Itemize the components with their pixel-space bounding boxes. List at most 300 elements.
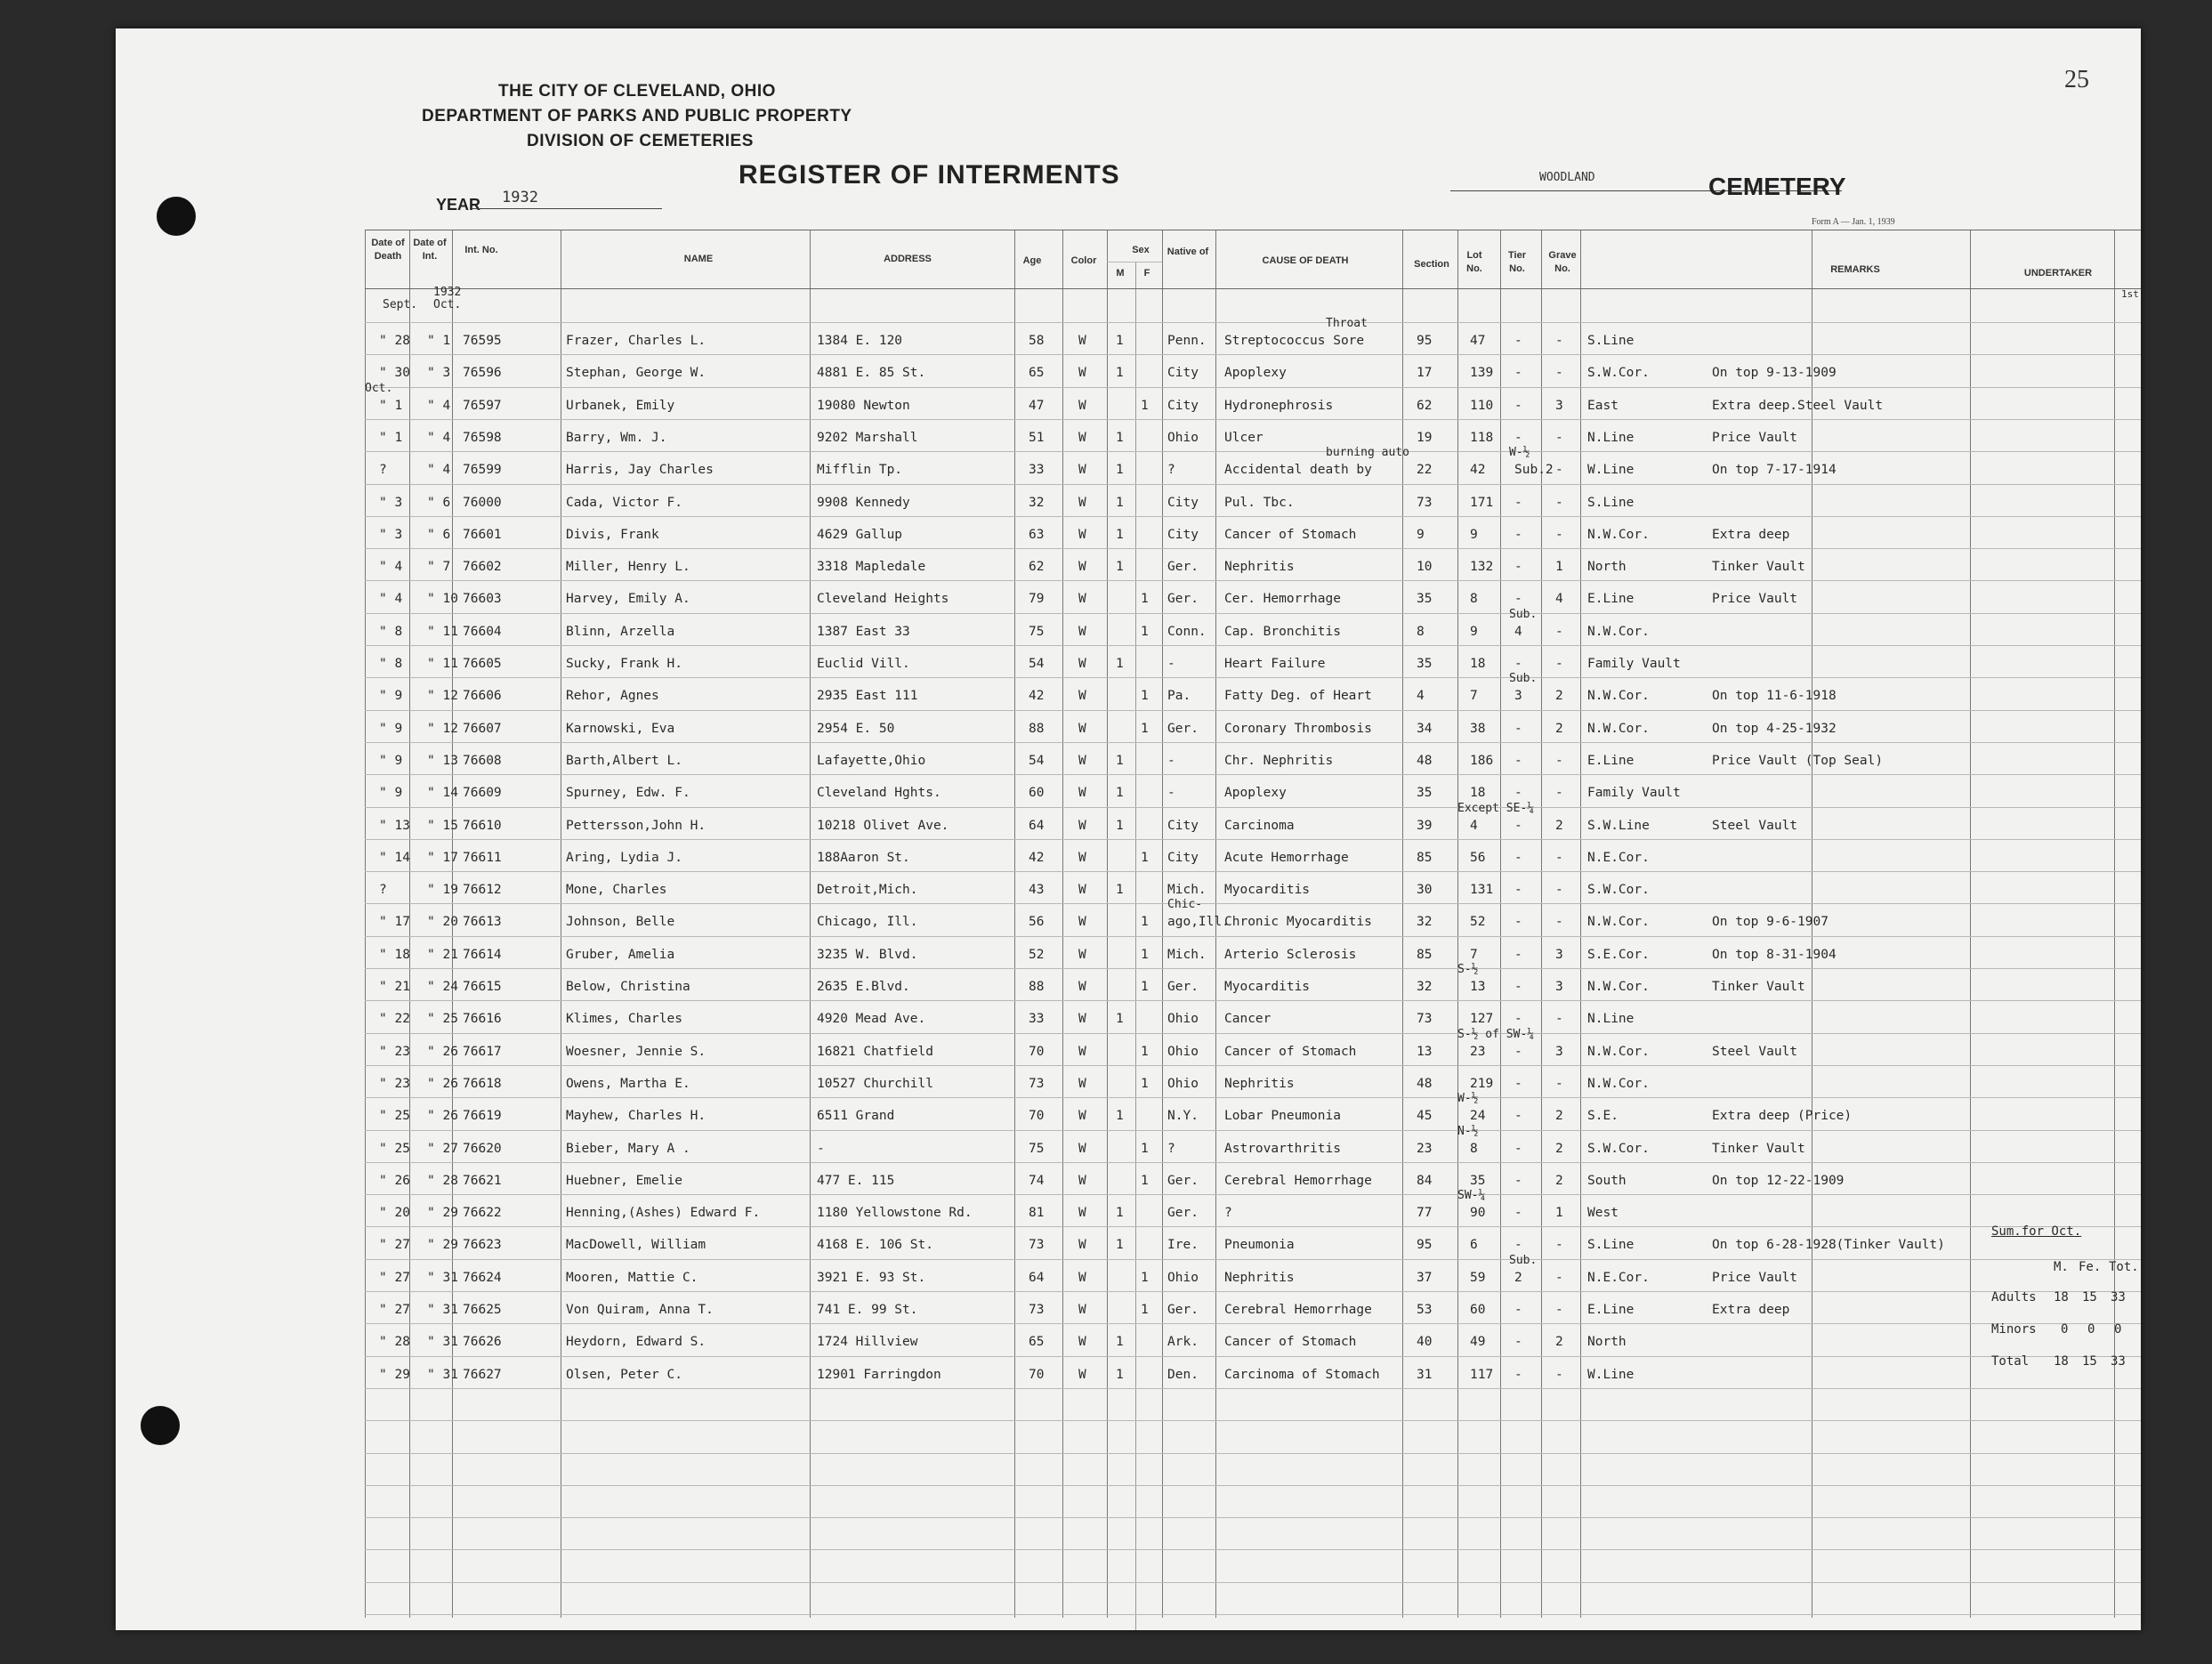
col-age: Age	[1022, 255, 1042, 266]
row-age: 56	[1029, 915, 1045, 930]
row-address: -	[817, 1141, 825, 1156]
col-date-death: Date of Death	[371, 238, 405, 262]
row-color: W	[1078, 850, 1086, 865]
row-date-int: " 26	[427, 1044, 458, 1059]
row-int-no: 76627	[463, 1367, 502, 1382]
row-sex-f: 1	[1141, 980, 1149, 994]
month-int-year: 1932	[433, 286, 462, 299]
row-int-no: 76602	[463, 560, 502, 575]
row-date-death: " 3	[379, 527, 403, 542]
row-date-int: " 31	[427, 1335, 458, 1350]
row-sex-m: 1	[1116, 1109, 1124, 1124]
row-address: Chicago, Ill.	[817, 915, 918, 930]
grid-row-rule	[365, 419, 2141, 420]
row-int-no: 76603	[463, 592, 502, 607]
grid-row-rule	[365, 1000, 2141, 1001]
row-name: Below, Christina	[566, 980, 690, 994]
row-lot: 35	[1470, 1173, 1486, 1188]
grid-row-rule	[365, 354, 2141, 355]
row-tier: 4	[1514, 624, 1522, 639]
row-date-death: " 8	[379, 657, 403, 671]
row-date-death: " 9	[379, 786, 403, 801]
row-section: 39	[1417, 818, 1433, 833]
row-color: W	[1078, 463, 1086, 478]
row-color: W	[1078, 721, 1086, 736]
row-color: W	[1078, 592, 1086, 607]
row-remarks: Tinker Vault	[1712, 560, 1805, 575]
row-cause: Accidental death by	[1224, 463, 1372, 478]
row-native: Ohio	[1167, 1012, 1199, 1027]
row-color: W	[1078, 1367, 1086, 1382]
row-lot-note: N-½	[1457, 1124, 1479, 1138]
row-address: 12901 Farringdon	[817, 1367, 941, 1382]
row-age: 64	[1029, 1270, 1045, 1285]
col-cause: CAUSE OF DEATH	[1262, 255, 1349, 266]
grid-row-rule	[365, 1065, 2141, 1066]
row-native: Ohio	[1167, 1270, 1199, 1285]
row-native: ago,Ill.	[1167, 915, 1230, 930]
col-date-int: Date of Int.	[413, 238, 447, 262]
row-cause: Cerebral Hemorrhage	[1224, 1303, 1372, 1317]
grid-row-rule	[365, 1485, 2141, 1486]
row-int-no: 76624	[463, 1270, 502, 1285]
row-location: S.W.Line	[1587, 818, 1650, 833]
row-age: 79	[1029, 592, 1045, 607]
row-lot: 117	[1470, 1367, 1494, 1382]
row-native: City	[1167, 366, 1199, 381]
grid-header-bottom-rule	[365, 288, 2141, 289]
row-location: W.Line	[1587, 1367, 1635, 1382]
row-tier: -	[1514, 1141, 1522, 1156]
row-section: 35	[1417, 592, 1433, 607]
row-grave: 4	[1555, 592, 1563, 607]
cemetery-name: WOODLAND	[1450, 171, 1842, 191]
row-address: 4881 E. 85 St.	[817, 366, 926, 381]
row-color: W	[1078, 947, 1086, 962]
row-date-death: " 27	[379, 1238, 410, 1253]
row-date-int: " 17	[427, 850, 458, 865]
row-tier-note: Sub.	[1509, 672, 1538, 686]
row-sex-f: 1	[1141, 1044, 1149, 1059]
row-address: Detroit,Mich.	[817, 883, 918, 898]
row-color: W	[1078, 786, 1086, 801]
row-tier: -	[1514, 1206, 1522, 1221]
row-age: 74	[1029, 1173, 1045, 1188]
row-date-death: " 25	[379, 1141, 410, 1156]
row-name: Divis, Frank	[566, 527, 659, 542]
row-int-no: 76623	[463, 1238, 502, 1253]
cemetery-label: CEMETERY	[1708, 173, 1846, 200]
row-date-death: " 1	[379, 398, 403, 413]
row-section: 85	[1417, 947, 1433, 962]
row-native: City	[1167, 398, 1199, 413]
row-location: S.Line	[1587, 1238, 1635, 1253]
col-name: NAME	[683, 254, 714, 264]
grid-row-rule	[365, 1323, 2141, 1324]
row-name: Bieber, Mary A .	[566, 1141, 690, 1156]
row-date-int: " 29	[427, 1238, 458, 1253]
row-cause: Cancer	[1224, 1012, 1271, 1027]
row-color: W	[1078, 334, 1086, 348]
row-location: N.W.Cor.	[1587, 980, 1650, 994]
col-native: Native of	[1167, 246, 1209, 257]
row-grave: -	[1555, 657, 1563, 671]
row-section: 30	[1417, 883, 1433, 898]
row-lot: 18	[1470, 657, 1486, 671]
row-date-death: ?	[379, 883, 387, 898]
row-age: 75	[1029, 624, 1045, 639]
row-age: 64	[1029, 818, 1045, 833]
row-sex-f: 1	[1141, 1173, 1149, 1188]
row-location: S.W.Cor.	[1587, 883, 1650, 898]
row-date-int: " 31	[427, 1367, 458, 1382]
row-cause: Cancer of Stomach	[1224, 1044, 1357, 1059]
row-name: Woesner, Jennie S.	[566, 1044, 706, 1059]
row-tier: -	[1514, 850, 1522, 865]
row-cause: Ulcer	[1224, 430, 1263, 445]
row-location: S.E.	[1587, 1109, 1619, 1124]
row-lot-note: Except SE-¼	[1457, 801, 1535, 815]
row-tier: -	[1514, 753, 1522, 768]
row-cause: Streptococcus Sore	[1224, 334, 1365, 348]
row-name: Huebner, Emelie	[566, 1173, 682, 1188]
row-age: 32	[1029, 495, 1045, 510]
summary-total-label: Total	[1991, 1354, 2030, 1369]
row-lot: 13	[1470, 980, 1486, 994]
row-cause: Chr. Nephritis	[1224, 753, 1334, 768]
row-address: 2935 East 111	[817, 689, 918, 704]
row-section: 84	[1417, 1173, 1433, 1188]
row-location: West	[1587, 1206, 1619, 1221]
row-address: 4629 Gallup	[817, 527, 903, 542]
row-cause: Acute Hemorrhage	[1224, 850, 1349, 865]
row-lot: 24	[1470, 1109, 1486, 1124]
row-date-death: " 30	[379, 366, 410, 381]
row-sex-m: 1	[1116, 527, 1124, 542]
row-name: Urbanek, Emily	[566, 398, 675, 413]
row-color: W	[1078, 1012, 1086, 1027]
row-sex-m: 1	[1116, 753, 1124, 768]
row-name: Owens, Martha E.	[566, 1076, 690, 1091]
row-cause: Cap. Bronchitis	[1224, 624, 1341, 639]
summary-col-tot: Tot.	[2109, 1260, 2139, 1274]
row-date-death: " 22	[379, 1012, 410, 1027]
grid-row-rule	[365, 807, 2141, 808]
row-date-death: " 28	[379, 334, 410, 348]
row-tier: -	[1514, 592, 1522, 607]
row-remarks: On top 11-6-1918	[1712, 689, 1837, 704]
row-lot: 18	[1470, 786, 1486, 801]
summary-total-tot: 33	[2111, 1354, 2126, 1369]
grid-row-rule	[365, 871, 2141, 872]
row-age: 65	[1029, 366, 1045, 381]
row-date-int: " 13	[427, 753, 458, 768]
row-sex-m: 1	[1116, 1012, 1124, 1027]
row-date-int: " 31	[427, 1303, 458, 1317]
row-grave: 2	[1555, 689, 1563, 704]
row-color: W	[1078, 430, 1086, 445]
grid-row-rule	[365, 451, 2141, 452]
row-address: Cleveland Heights	[817, 592, 949, 607]
row-native: City	[1167, 818, 1199, 833]
row-grave: 2	[1555, 1141, 1563, 1156]
row-tier: -	[1514, 818, 1522, 833]
header-division: DIVISION OF CEMETERIES	[527, 132, 754, 150]
grid-column-rule	[1014, 230, 1015, 1618]
row-native: Den.	[1167, 1367, 1199, 1382]
row-native: -	[1167, 657, 1175, 671]
row-int-no: 76609	[463, 786, 502, 801]
row-address: 1180 Yellowstone Rd.	[817, 1206, 973, 1221]
row-lot: 47	[1470, 334, 1486, 348]
row-cause: Nephritis	[1224, 1270, 1295, 1285]
col-sex-m: M	[1116, 268, 1125, 279]
row-grave: -	[1555, 1238, 1563, 1253]
row-age: 70	[1029, 1367, 1045, 1382]
row-tier: -	[1514, 430, 1522, 445]
row-sex-m: 1	[1116, 657, 1124, 671]
grid-row-rule	[365, 1130, 2141, 1131]
row-sex-f: 1	[1141, 1270, 1149, 1285]
grid-row-rule	[365, 1291, 2141, 1292]
row-section: 31	[1417, 1367, 1433, 1382]
row-grave: -	[1555, 1303, 1563, 1317]
row-date-int: " 12	[427, 721, 458, 736]
row-remarks: On top 7-17-1914	[1712, 463, 1837, 478]
row-age: 43	[1029, 883, 1045, 898]
row-section: 22	[1417, 463, 1433, 478]
row-lot: 110	[1470, 398, 1494, 413]
grid-row-rule	[365, 387, 2141, 388]
row-age: 58	[1029, 334, 1045, 348]
row-lot: 52	[1470, 915, 1486, 930]
row-tier: -	[1514, 495, 1522, 510]
row-section: 32	[1417, 915, 1433, 930]
row-sex-f: 1	[1141, 721, 1149, 736]
row-sex-m: 1	[1116, 1238, 1124, 1253]
row-lot: 4	[1470, 818, 1478, 833]
row-address: 1724 Hillview	[817, 1335, 918, 1350]
row-lot-note: SW-¼	[1457, 1189, 1486, 1203]
row-color: W	[1078, 657, 1086, 671]
row-lot: 60	[1470, 1303, 1486, 1317]
row-sex-m: 1	[1116, 1367, 1124, 1382]
row-cause: Astrovarthritis	[1224, 1141, 1341, 1156]
row-remarks: Price Vault	[1712, 1270, 1798, 1285]
row-native: Pa.	[1167, 689, 1191, 704]
row-tier: 3	[1514, 689, 1522, 704]
grid-column-rule	[1107, 230, 1108, 1618]
row-int-no: 76598	[463, 430, 502, 445]
row-remarks: Price Vault	[1712, 592, 1798, 607]
row-address: Lafayette,Ohio	[817, 753, 926, 768]
row-native: Ger.	[1167, 560, 1199, 575]
row-tier: 2	[1514, 1270, 1522, 1285]
grid-row-rule	[365, 322, 2141, 323]
row-section: 95	[1417, 334, 1433, 348]
row-native-note: Chic-	[1167, 898, 1203, 912]
row-cause: Apoplexy	[1224, 366, 1287, 381]
row-tier: -	[1514, 366, 1522, 381]
row-lot: 171	[1470, 495, 1494, 510]
row-remarks: Tinker Vault	[1712, 980, 1805, 994]
row-date-death: " 23	[379, 1076, 410, 1091]
row-grave: 2	[1555, 818, 1563, 833]
row-cause: Cerebral Hemorrhage	[1224, 1173, 1372, 1188]
row-lot: 7	[1470, 689, 1478, 704]
summary-total-m: 18	[2054, 1354, 2069, 1369]
row-native: Ohio	[1167, 1076, 1199, 1091]
row-cause: ?	[1224, 1206, 1232, 1221]
row-tier: -	[1514, 1012, 1522, 1027]
row-sex-m: 1	[1116, 334, 1124, 348]
row-native: Ger.	[1167, 980, 1199, 994]
summary-adults-f: 15	[2082, 1290, 2097, 1305]
row-location: W.Line	[1587, 463, 1635, 478]
row-section: 17	[1417, 366, 1433, 381]
row-int-no: 76618	[463, 1076, 502, 1091]
row-int-no: 76596	[463, 366, 502, 381]
row-name: Heydorn, Edward S.	[566, 1335, 706, 1350]
row-section: 45	[1417, 1109, 1433, 1124]
row-section: 48	[1417, 753, 1433, 768]
row-cause: Nephritis	[1224, 1076, 1295, 1091]
row-lot-note: W-½	[1457, 1092, 1479, 1106]
row-color: W	[1078, 1238, 1086, 1253]
row-cause: Heart Failure	[1224, 657, 1326, 671]
row-lot: 132	[1470, 560, 1494, 575]
row-age: 73	[1029, 1076, 1045, 1091]
summary-minors-f: 0	[2087, 1322, 2095, 1337]
row-color: W	[1078, 1206, 1086, 1221]
row-age: 73	[1029, 1303, 1045, 1317]
row-cause: Lobar Pneumonia	[1224, 1109, 1341, 1124]
row-name: Henning,(Ashes) Edward F.	[566, 1206, 761, 1221]
row-lot: 56	[1470, 850, 1486, 865]
row-tier: -	[1514, 398, 1522, 413]
row-lot: 59	[1470, 1270, 1486, 1285]
row-grave: -	[1555, 463, 1563, 478]
row-native: ?	[1167, 463, 1175, 478]
row-section: 37	[1417, 1270, 1433, 1285]
row-date-int: " 14	[427, 786, 458, 801]
row-name: Harris, Jay Charles	[566, 463, 714, 478]
row-sex-m: 1	[1116, 818, 1124, 833]
row-date-death: " 20	[379, 1206, 410, 1221]
row-grave: -	[1555, 883, 1563, 898]
row-date-int: " 25	[427, 1012, 458, 1027]
row-name: Mone, Charles	[566, 883, 667, 898]
row-date-death: " 1	[379, 430, 403, 445]
row-grave: 1	[1555, 1206, 1563, 1221]
row-grave: 2	[1555, 1173, 1563, 1188]
grid-row-rule	[365, 936, 2141, 937]
row-color: W	[1078, 398, 1086, 413]
row-lot: 7	[1470, 947, 1478, 962]
row-section: 85	[1417, 850, 1433, 865]
row-age: 47	[1029, 398, 1045, 413]
row-name: Karnowski, Eva	[566, 721, 675, 736]
row-grave: -	[1555, 915, 1563, 930]
row-int-no: 76595	[463, 334, 502, 348]
row-cause-note: Throat	[1326, 317, 1368, 330]
grid-row-rule	[365, 903, 2141, 904]
row-age: 65	[1029, 1335, 1045, 1350]
row-tier: -	[1514, 786, 1522, 801]
binder-hole-top	[157, 197, 196, 236]
row-cause: Chronic Myocarditis	[1224, 915, 1372, 930]
row-int-no: 76601	[463, 527, 502, 542]
row-grave: -	[1555, 334, 1563, 348]
row-color: W	[1078, 527, 1086, 542]
row-remarks: On top 4-25-1932	[1712, 721, 1837, 736]
summary-title: Sum.for Oct.	[1991, 1224, 2082, 1239]
grid-column-rule	[1162, 230, 1163, 1618]
row-lot: 219	[1470, 1076, 1494, 1091]
row-color: W	[1078, 1076, 1086, 1091]
row-remarks: Extra deep	[1712, 527, 1790, 542]
row-date-int: " 1	[427, 334, 451, 348]
row-address: 6511 Grand	[817, 1109, 895, 1124]
row-tier: -	[1514, 1303, 1522, 1317]
row-tier: -	[1514, 883, 1522, 898]
row-int-no: 76610	[463, 818, 502, 833]
grid-row-rule	[365, 516, 2141, 517]
row-name: Blinn, Arzella	[566, 624, 675, 639]
row-lot: 42	[1470, 463, 1486, 478]
summary-adults-label: Adults	[1991, 1290, 2037, 1305]
grid-column-rule	[1970, 230, 1971, 1618]
row-color: W	[1078, 980, 1086, 994]
row-date-int: " 3	[427, 366, 451, 381]
row-native: City	[1167, 850, 1199, 865]
row-name: Frazer, Charles L.	[566, 334, 706, 348]
row-grave: -	[1555, 366, 1563, 381]
margin-tab: 1st	[2121, 288, 2139, 300]
row-int-no: 76605	[463, 657, 502, 671]
row-date-death: " 8	[379, 624, 403, 639]
col-remarks: REMARKS	[1830, 264, 1880, 275]
row-color: W	[1078, 689, 1086, 704]
row-grave: -	[1555, 1270, 1563, 1285]
row-age: 51	[1029, 430, 1045, 445]
row-remarks: On top 12-22-1909	[1712, 1173, 1845, 1188]
row-section: 8	[1417, 624, 1425, 639]
row-int-no: 76000	[463, 495, 502, 510]
row-sex-f: 1	[1141, 624, 1149, 639]
row-int-no: 76604	[463, 624, 502, 639]
row-date-int: " 12	[427, 689, 458, 704]
row-remarks: Steel Vault	[1712, 818, 1798, 833]
row-date-int: " 19	[427, 883, 458, 898]
row-tier: -	[1514, 721, 1522, 736]
summary-minors-m: 0	[2061, 1322, 2069, 1337]
col-sex: Sex	[1132, 245, 1150, 255]
row-remarks: Steel Vault	[1712, 1044, 1798, 1059]
row-date-int: " 11	[427, 624, 458, 639]
row-age: 70	[1029, 1109, 1045, 1124]
row-remarks: On top 9-13-1909	[1712, 366, 1837, 381]
row-grave: 2	[1555, 721, 1563, 736]
grid-column-rule	[2114, 230, 2115, 1618]
col-section: Section	[1414, 259, 1449, 270]
grid-column-rule	[1402, 230, 1403, 1618]
col-sex-f: F	[1143, 268, 1150, 279]
row-address: Mifflin Tp.	[817, 463, 903, 478]
row-age: 70	[1029, 1044, 1045, 1059]
row-cause: Coronary Thrombosis	[1224, 721, 1372, 736]
row-sex-f: 1	[1141, 915, 1149, 930]
